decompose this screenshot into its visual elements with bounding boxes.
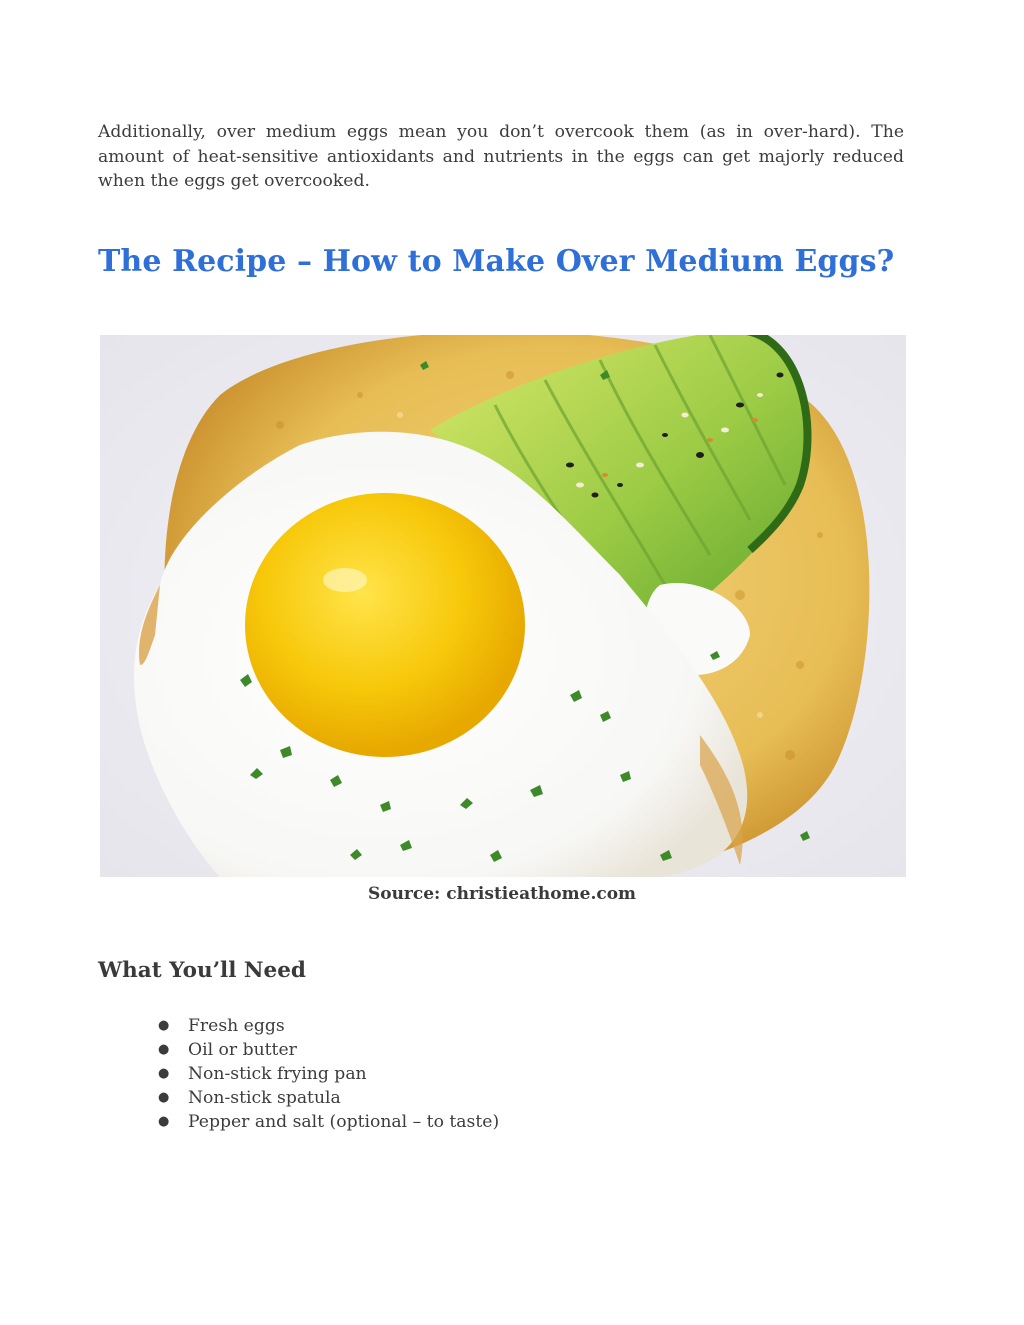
needs-heading: What You’ll Need (98, 958, 306, 983)
intro-paragraph: Additionally, over medium eggs mean you don’t overcook them (as in over-hard). The amount of heat-sensitive antioxidants and nutrients in the eggs can get majorly reduced when the eggs get overcooked. (98, 122, 904, 191)
bullet-icon: ● (158, 1090, 170, 1105)
list-item-label: Non-stick spatula (188, 1088, 341, 1108)
bullet-icon: ● (158, 1018, 170, 1033)
list-item-label: Oil or butter (188, 1040, 297, 1060)
list-item-label: Non-stick frying pan (188, 1064, 367, 1084)
bullet-icon: ● (158, 1066, 170, 1081)
image-caption: Source: christieathome.com (367, 884, 637, 904)
section-heading: The Recipe – How to Make Over Medium Eggs? (98, 244, 895, 279)
needs-list (158, 1014, 499, 1134)
list-item-label: Pepper and salt (optional – to taste) (188, 1112, 500, 1132)
list-item (158, 1014, 499, 1038)
fried-egg-photo (100, 335, 906, 877)
list-item (158, 1062, 499, 1086)
list-item (158, 1086, 499, 1110)
bullet-icon: ● (158, 1114, 170, 1129)
bullet-icon: ● (158, 1042, 170, 1057)
list-item-label: Fresh eggs (188, 1016, 285, 1036)
list-item (158, 1110, 499, 1134)
list-item (158, 1038, 499, 1062)
